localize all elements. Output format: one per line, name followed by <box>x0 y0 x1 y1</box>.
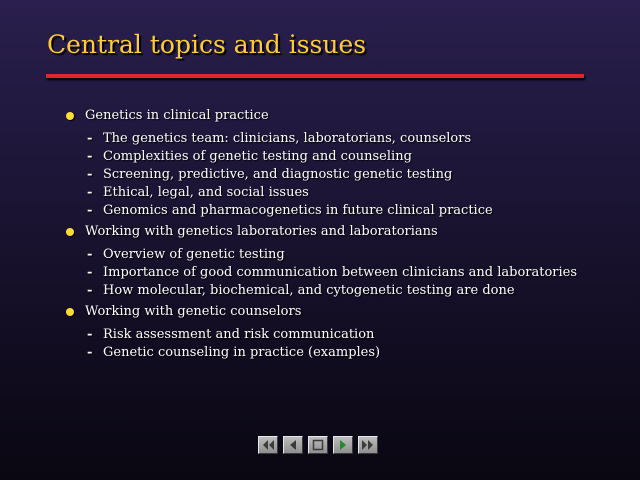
triangle-right-icon <box>337 439 349 451</box>
next-slide-button[interactable] <box>333 436 353 454</box>
subtopic-label: Importance of good communication between clinicians and laboratories <box>103 265 578 280</box>
bullet-icon <box>66 228 74 236</box>
last-slide-button[interactable] <box>358 436 378 454</box>
subtopic-item <box>87 204 586 217</box>
topic-label: Genetics in clinical practice <box>85 108 269 123</box>
subtopic-label: The genetics team: clinicians, laboratorians, counselors <box>103 131 472 146</box>
topic-item <box>66 108 586 124</box>
subtopic-list <box>66 248 586 297</box>
subtopic-item <box>87 150 586 163</box>
title-divider <box>46 74 584 78</box>
subtopic-item <box>87 186 586 199</box>
subtopic-label: Genomics and pharmacogenetics in future clinical practice <box>103 203 493 218</box>
subtopic-item <box>87 168 586 181</box>
subtopic-label: How molecular, biochemical, and cytogenetic testing are done <box>103 283 515 298</box>
slide-navigation <box>258 436 378 454</box>
topic-item <box>66 224 586 240</box>
dash-icon: - <box>87 203 93 218</box>
dash-icon: - <box>87 131 93 146</box>
subtopic-label: Ethical, legal, and social issues <box>103 185 309 200</box>
dash-icon: - <box>87 149 93 164</box>
subtopic-label: Overview of genetic testing <box>103 247 285 262</box>
subtopic-label: Complexities of genetic testing and counseling <box>103 149 412 164</box>
dash-icon: - <box>87 283 93 298</box>
subtopic-item <box>87 346 586 359</box>
topic-label: Working with genetics laboratories and laboratorians <box>85 224 438 239</box>
dash-icon: - <box>87 265 93 280</box>
triangle-left-icon <box>287 439 299 451</box>
topic-item <box>66 304 586 320</box>
subtopic-label: Genetic counseling in practice (examples) <box>103 345 381 360</box>
slide-title: Central topics and issues <box>47 30 367 59</box>
topic-label: Working with genetic counselors <box>85 304 302 319</box>
subtopic-label: Screening, predictive, and diagnostic genetic testing <box>103 167 453 182</box>
dash-icon: - <box>87 327 93 342</box>
subtopic-list <box>66 328 586 359</box>
home-button[interactable] <box>308 436 328 454</box>
subtopic-item <box>87 132 586 145</box>
dash-icon: - <box>87 247 93 262</box>
dash-icon: - <box>87 185 93 200</box>
subtopic-item <box>87 248 586 261</box>
subtopic-item <box>87 284 586 297</box>
bullet-icon <box>66 112 74 120</box>
first-slide-button[interactable] <box>258 436 278 454</box>
square-icon <box>312 439 324 451</box>
topic-list <box>66 108 586 366</box>
subtopic-list <box>66 132 586 217</box>
dash-icon: - <box>87 167 93 182</box>
double-chevron-left-icon <box>261 439 275 451</box>
previous-slide-button[interactable] <box>283 436 303 454</box>
subtopic-item <box>87 266 586 279</box>
dash-icon: - <box>87 345 93 360</box>
subtopic-label: Risk assessment and risk communication <box>103 327 375 342</box>
subtopic-item <box>87 328 586 341</box>
double-chevron-right-icon <box>361 439 375 451</box>
bullet-icon <box>66 308 74 316</box>
